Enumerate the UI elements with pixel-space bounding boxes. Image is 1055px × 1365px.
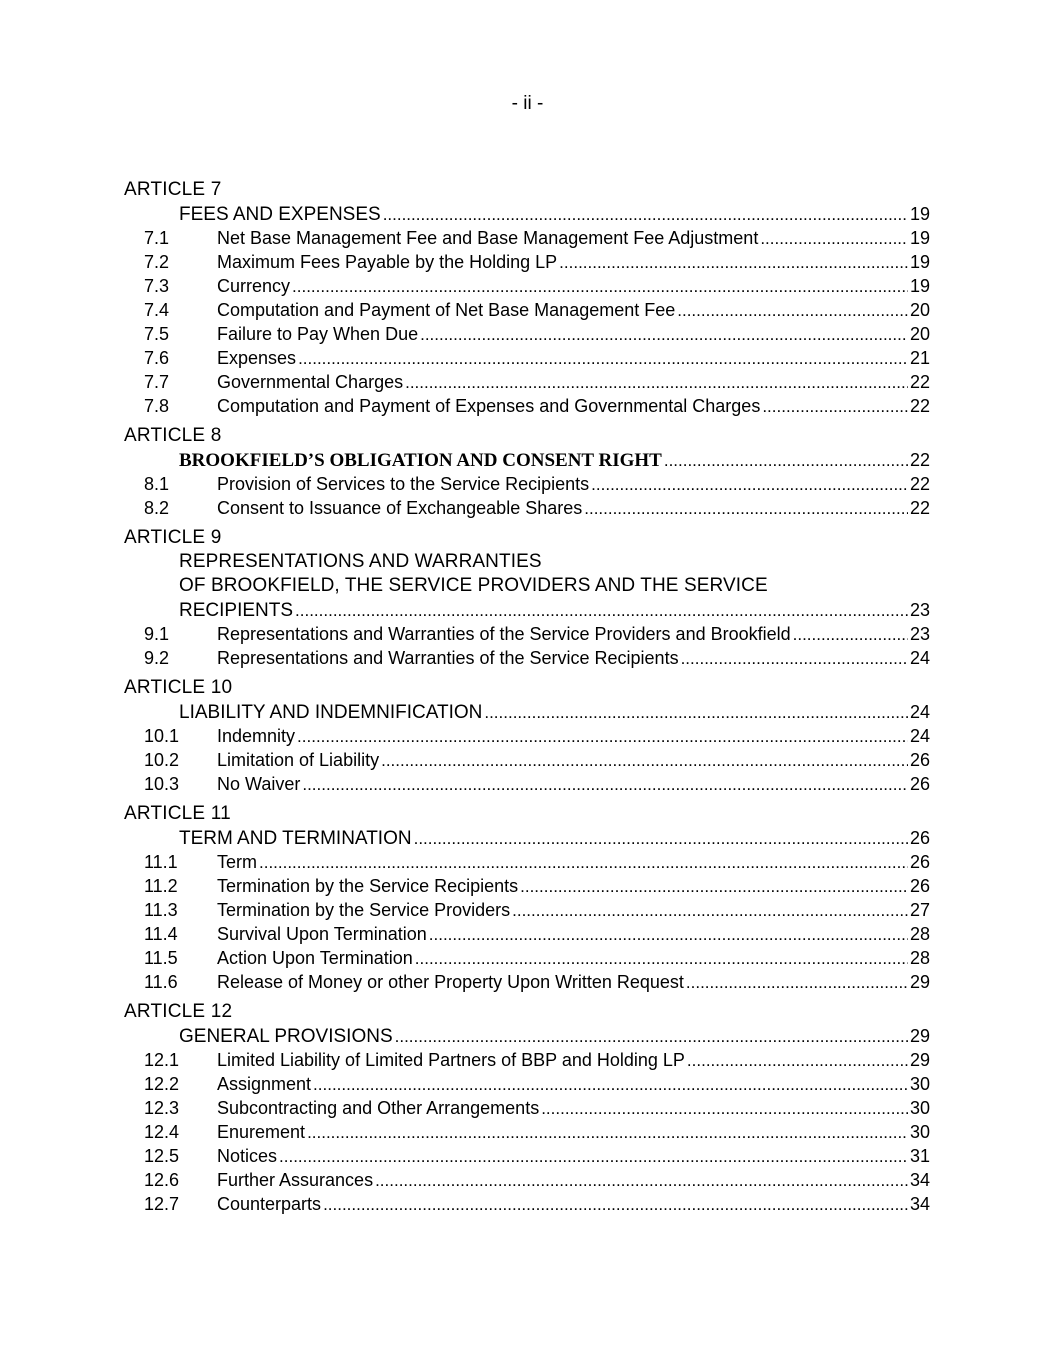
toc-article [124,526,930,670]
toc-article [124,424,930,520]
page-ref: 26 [909,852,930,872]
section-number: 10.1 [144,726,180,746]
page-ref: 28 [909,924,930,944]
section-title: Limited Liability of Limited Partners of BBP and Holding LP [217,1050,685,1070]
dot-leader [664,449,908,473]
toc-section-entry[interactable] [124,1096,930,1120]
dot-leader [259,851,908,875]
dot-leader [677,299,908,323]
toc-section-entry[interactable] [124,748,930,772]
toc-section-entry[interactable] [124,298,930,322]
article-label: ARTICLE 9 [124,527,222,548]
page-ref: 30 [909,1074,930,1094]
dot-leader [292,275,908,299]
toc-section-entry[interactable] [124,370,930,394]
page-ref: 19 [909,228,930,248]
toc-section-entry[interactable] [124,946,930,970]
section-number: 11.3 [144,900,178,920]
article-title-entry[interactable] [179,448,930,472]
dot-leader [395,1025,908,1049]
dot-leader [297,725,908,749]
section-title: Consent to Issuance of Exchangeable Shares [217,498,583,518]
page-ref: 22 [909,474,930,494]
toc-article [124,802,930,994]
section-title: Termination by the Service Recipients [217,876,519,896]
page-ref: 30 [909,1122,930,1142]
section-number: 12.3 [144,1098,180,1118]
article-label: ARTICLE 11 [124,803,231,824]
dot-leader [520,875,908,899]
page-ref: 34 [909,1170,930,1190]
dot-leader [302,773,908,797]
article-title-line: OF BROOKFIELD, THE SERVICE PROVIDERS AND THE SERVICE [179,575,768,596]
toc-section-entry[interactable] [124,226,930,250]
section-title: Release of Money or other Property Upon Written Request [217,972,684,992]
page-ref: 26 [909,750,930,770]
section-number: 11.6 [144,972,178,992]
article-label: ARTICLE 7 [124,179,222,200]
section-title: Representations and Warranties of the Service Providers and Brookfield [217,624,791,644]
section-number: 11.4 [144,924,178,944]
section-title: No Waiver [217,774,301,794]
page-ref: 26 [909,828,930,848]
toc-section-entry[interactable] [124,1192,930,1216]
section-title: Computation and Payment of Net Base Management Fee [217,300,676,320]
section-title: Limitation of Liability [217,750,380,770]
section-title: Term [217,852,257,872]
article-title-line: REPRESENTATIONS AND WARRANTIES [179,551,542,572]
article-title: TERM AND TERMINATION [179,828,412,849]
section-title: Action Upon Termination [217,948,413,968]
section-title: Computation and Payment of Expenses and Governmental Charges [217,396,761,416]
section-number: 12.5 [144,1146,180,1166]
page-ref: 22 [909,396,930,416]
section-title: Indemnity [217,726,296,746]
page-ref: 19 [909,204,930,224]
dot-leader [512,899,908,923]
section-number: 12.6 [144,1170,180,1190]
section-title: Maximum Fees Payable by the Holding LP [217,252,558,272]
section-title: Counterparts [217,1194,322,1214]
section-title: Failure to Pay When Due [217,324,419,344]
toc-section-entry[interactable] [124,922,930,946]
section-number: 8.2 [144,498,170,518]
section-title: Assignment [217,1074,312,1094]
page-ref: 28 [909,948,930,968]
page-ref: 21 [909,348,930,368]
section-title: Provision of Services to the Service Recipients [217,474,590,494]
toc-section-entry[interactable] [124,1144,930,1168]
section-number: 9.2 [144,648,170,668]
section-title: Currency [217,276,291,296]
page-ref: 24 [909,648,930,668]
dot-leader [484,701,908,725]
toc-section-entry[interactable] [124,874,930,898]
page-ref: 23 [909,600,930,620]
dot-leader [313,1073,908,1097]
page-ref: 24 [909,702,930,722]
section-number: 11.5 [144,948,178,968]
page-ref: 24 [909,726,930,746]
toc-section-entry[interactable] [124,724,930,748]
toc-section-entry[interactable] [124,496,930,520]
article-title: GENERAL PROVISIONS [179,1026,393,1047]
section-title: Governmental Charges [217,372,404,392]
table-of-contents [124,178,930,1222]
page-ref: 29 [909,1050,930,1070]
page-ref: 22 [909,372,930,392]
section-number: 10.2 [144,750,180,770]
page-ref: 19 [909,252,930,272]
section-number: 8.1 [144,474,170,494]
toc-section-entry[interactable] [124,1168,930,1192]
section-title: Representations and Warranties of the Service Recipients [217,648,679,668]
page-ref: 29 [909,972,930,992]
toc-article [124,676,930,796]
page-ref: 29 [909,1026,930,1046]
section-title: Termination by the Service Providers [217,900,511,920]
toc-section-entry[interactable] [124,622,930,646]
section-title: Further Assurances [217,1170,374,1190]
dot-leader [279,1145,908,1169]
page-ref: 26 [909,876,930,896]
toc-section-entry[interactable] [124,1120,930,1144]
section-title: Enurement [217,1122,306,1142]
article-label: ARTICLE 8 [124,425,222,446]
article-title: BROOKFIELD’S OBLIGATION AND CONSENT RIGHT [179,450,662,471]
article-title: RECIPIENTS [179,600,294,621]
toc-section-entry[interactable] [124,1048,930,1072]
section-number: 7.1 [144,228,170,248]
toc-section-entry[interactable] [124,850,930,874]
dot-leader [383,203,908,227]
page-ref: 23 [909,624,930,644]
page-ref: 30 [909,1098,930,1118]
toc-section-entry[interactable] [124,1072,930,1096]
section-number: 7.2 [144,252,170,272]
dot-leader [414,827,908,851]
section-number: 12.1 [144,1050,180,1070]
toc-section-entry[interactable] [124,250,930,274]
page-ref: 19 [909,276,930,296]
article-label: ARTICLE 12 [124,1001,233,1022]
dot-leader [687,1049,908,1073]
section-number: 12.7 [144,1194,180,1214]
article-title-entry[interactable] [179,202,930,226]
page-ref: 26 [909,774,930,794]
section-number: 9.1 [144,624,170,644]
dot-leader [295,599,908,623]
section-number: 11.1 [144,852,178,872]
section-title: Expenses [217,348,297,368]
dot-leader [760,227,908,251]
dot-leader [762,395,908,419]
section-number: 7.5 [144,324,170,344]
dot-leader [405,371,908,395]
section-number: 7.8 [144,396,170,416]
section-title: Net Base Management Fee and Base Management Fee Adjustment [217,228,759,248]
article-title-entry[interactable] [179,1024,930,1048]
page-ref: 34 [909,1194,930,1214]
article-title-entry[interactable] [179,598,930,622]
toc-section-entry[interactable] [124,274,930,298]
article-title-entry[interactable] [179,826,930,850]
dot-leader [591,473,908,497]
dot-leader [307,1121,908,1145]
toc-section-entry[interactable] [124,898,930,922]
section-title: Survival Upon Termination [217,924,427,944]
toc-section-entry[interactable] [124,322,930,346]
page-ref: 22 [909,498,930,518]
page-ref: 20 [909,324,930,344]
dot-leader [686,971,908,995]
dot-leader [559,251,908,275]
article-title: LIABILITY AND INDEMNIFICATION [179,702,483,723]
toc-article [124,178,930,418]
page-number: - ii - [511,93,544,114]
dot-leader [793,623,908,647]
section-number: 7.7 [144,372,170,392]
section-number: 12.4 [144,1122,180,1142]
dot-leader [381,749,908,773]
section-number: 10.3 [144,774,180,794]
dot-leader [375,1169,908,1193]
dot-leader [415,947,908,971]
page-ref: 31 [909,1146,930,1166]
dot-leader [541,1097,908,1121]
toc-section-entry[interactable] [124,472,930,496]
toc-article [124,1000,930,1216]
section-title: Notices [217,1146,278,1166]
dot-leader [681,647,908,671]
dot-leader [584,497,908,521]
toc-section-entry[interactable] [124,394,930,418]
dot-leader [420,323,908,347]
section-number: 7.6 [144,348,170,368]
article-title-entry[interactable] [179,700,930,724]
page-ref: 20 [909,300,930,320]
dot-leader [298,347,908,371]
article-label: ARTICLE 10 [124,677,233,698]
toc-section-entry[interactable] [124,970,930,994]
page-ref: 22 [909,450,930,470]
dot-leader [323,1193,908,1217]
section-number: 12.2 [144,1074,180,1094]
section-title: Subcontracting and Other Arrangements [217,1098,540,1118]
section-number: 11.2 [144,876,178,896]
toc-section-entry[interactable] [124,772,930,796]
dot-leader [429,923,908,947]
section-number: 7.3 [144,276,170,296]
article-title: FEES AND EXPENSES [179,204,381,225]
section-number: 7.4 [144,300,170,320]
toc-section-entry[interactable] [124,346,930,370]
toc-section-entry[interactable] [124,646,930,670]
page-ref: 27 [909,900,930,920]
